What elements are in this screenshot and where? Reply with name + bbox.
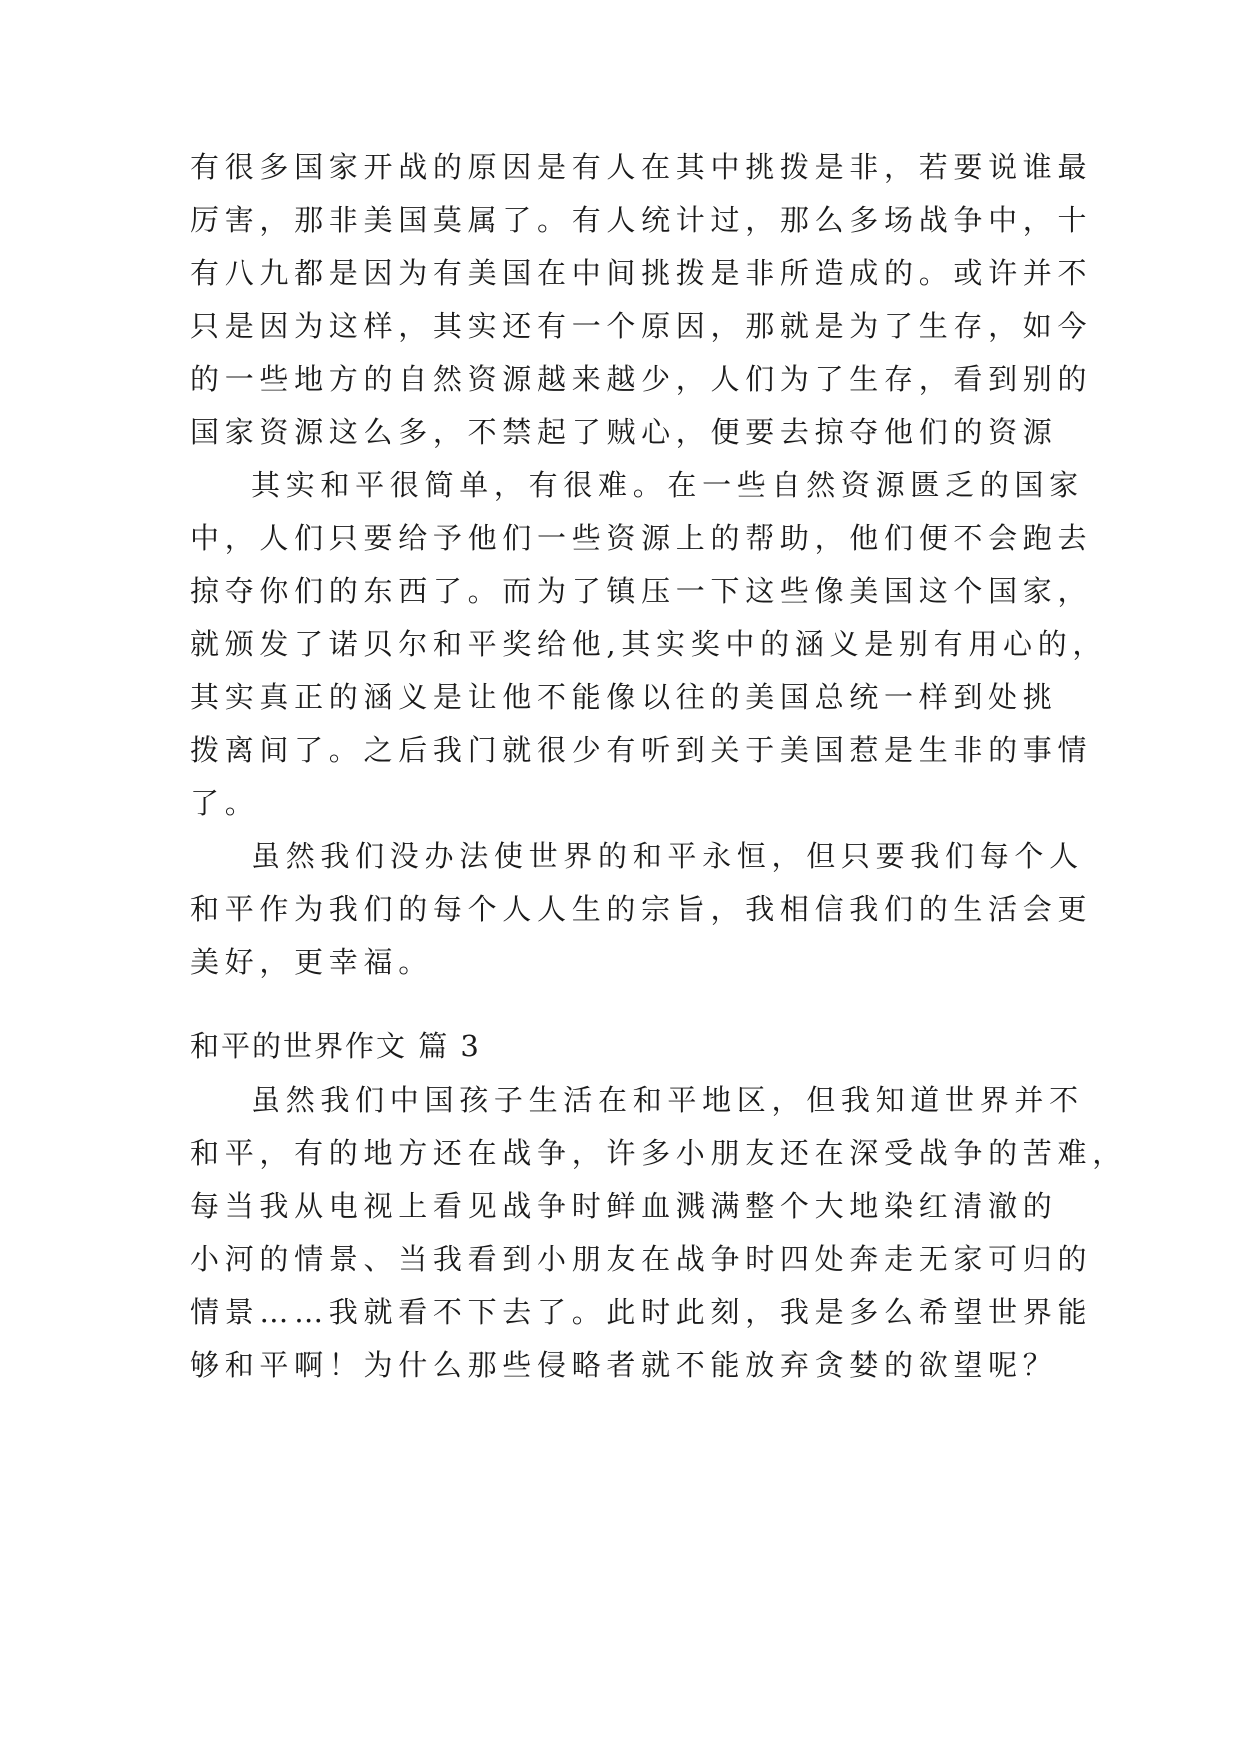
paragraph-line: 虽然我们没办法使世界的和平永恒，但只要我们每个人 xyxy=(251,839,1084,873)
section-title: 和平的世界作文 篇 3 xyxy=(190,1029,481,1063)
paragraph-line: 中，人们只要给予他们一些资源上的帮助，他们便不会跑去 xyxy=(190,521,1093,555)
paragraph-line: 小河的情景、当我看到小朋友在战争时四处奔走无家可归的 xyxy=(190,1242,1093,1276)
paragraph-line: 每当我从电视上看见战争时鲜血溅满整个大地染红清澈的 xyxy=(190,1189,1058,1223)
paragraph-line: 其实真正的涵义是让他不能像以往的美国总统一样到处挑 xyxy=(190,680,1058,714)
paragraph-line: 其实和平很简单，有很难。在一些自然资源匮乏的国家 xyxy=(251,468,1084,502)
paragraph-line: 和平作为我们的每个人人生的宗旨，我相信我们的生活会更 xyxy=(190,892,1093,926)
paragraph-line: 有很多国家开战的原因是有人在其中挑拨是非，若要说谁最 xyxy=(190,150,1093,184)
paragraph-line: 了。 xyxy=(190,786,260,820)
paragraph-line: 和平，有的地方还在战争，许多小朋友还在深受战争的苦难， xyxy=(190,1136,1127,1170)
paragraph-line: 美好，更幸福。 xyxy=(190,945,433,979)
paragraph-line: 的一些地方的自然资源越来越少，人们为了生存，看到别的 xyxy=(190,362,1093,396)
paragraph-line: 虽然我们中国孩子生活在和平地区，但我知道世界并不 xyxy=(251,1083,1084,1117)
paragraph-line: 有八九都是因为有美国在中间挑拨是非所造成的。或许并不 xyxy=(190,256,1093,290)
paragraph-line: 国家资源这么多，不禁起了贼心，便要去掠夺他们的资源 xyxy=(190,415,1058,449)
paragraph-line: 情景……我就看不下去了。此时此刻，我是多么希望世界能 xyxy=(190,1295,1093,1329)
paragraph-line: 够和平啊！为什么那些侵略者就不能放弃贪婪的欲望呢？ xyxy=(190,1348,1058,1382)
paragraph-line: 拨离间了。之后我门就很少有听到关于美国惹是生非的事情 xyxy=(190,733,1093,767)
paragraph-line: 只是因为这样，其实还有一个原因，那就是为了生存，如今 xyxy=(190,309,1093,343)
paragraph-line: 就颁发了诺贝尔和平奖给他,其实奖中的涵义是别有用心的， xyxy=(190,627,1108,661)
paragraph-line: 掠夺你们的东西了。而为了镇压一下这些像美国这个国家， xyxy=(190,574,1093,608)
paragraph-line: 厉害，那非美国莫属了。有人统计过，那么多场战争中，十 xyxy=(190,203,1093,237)
